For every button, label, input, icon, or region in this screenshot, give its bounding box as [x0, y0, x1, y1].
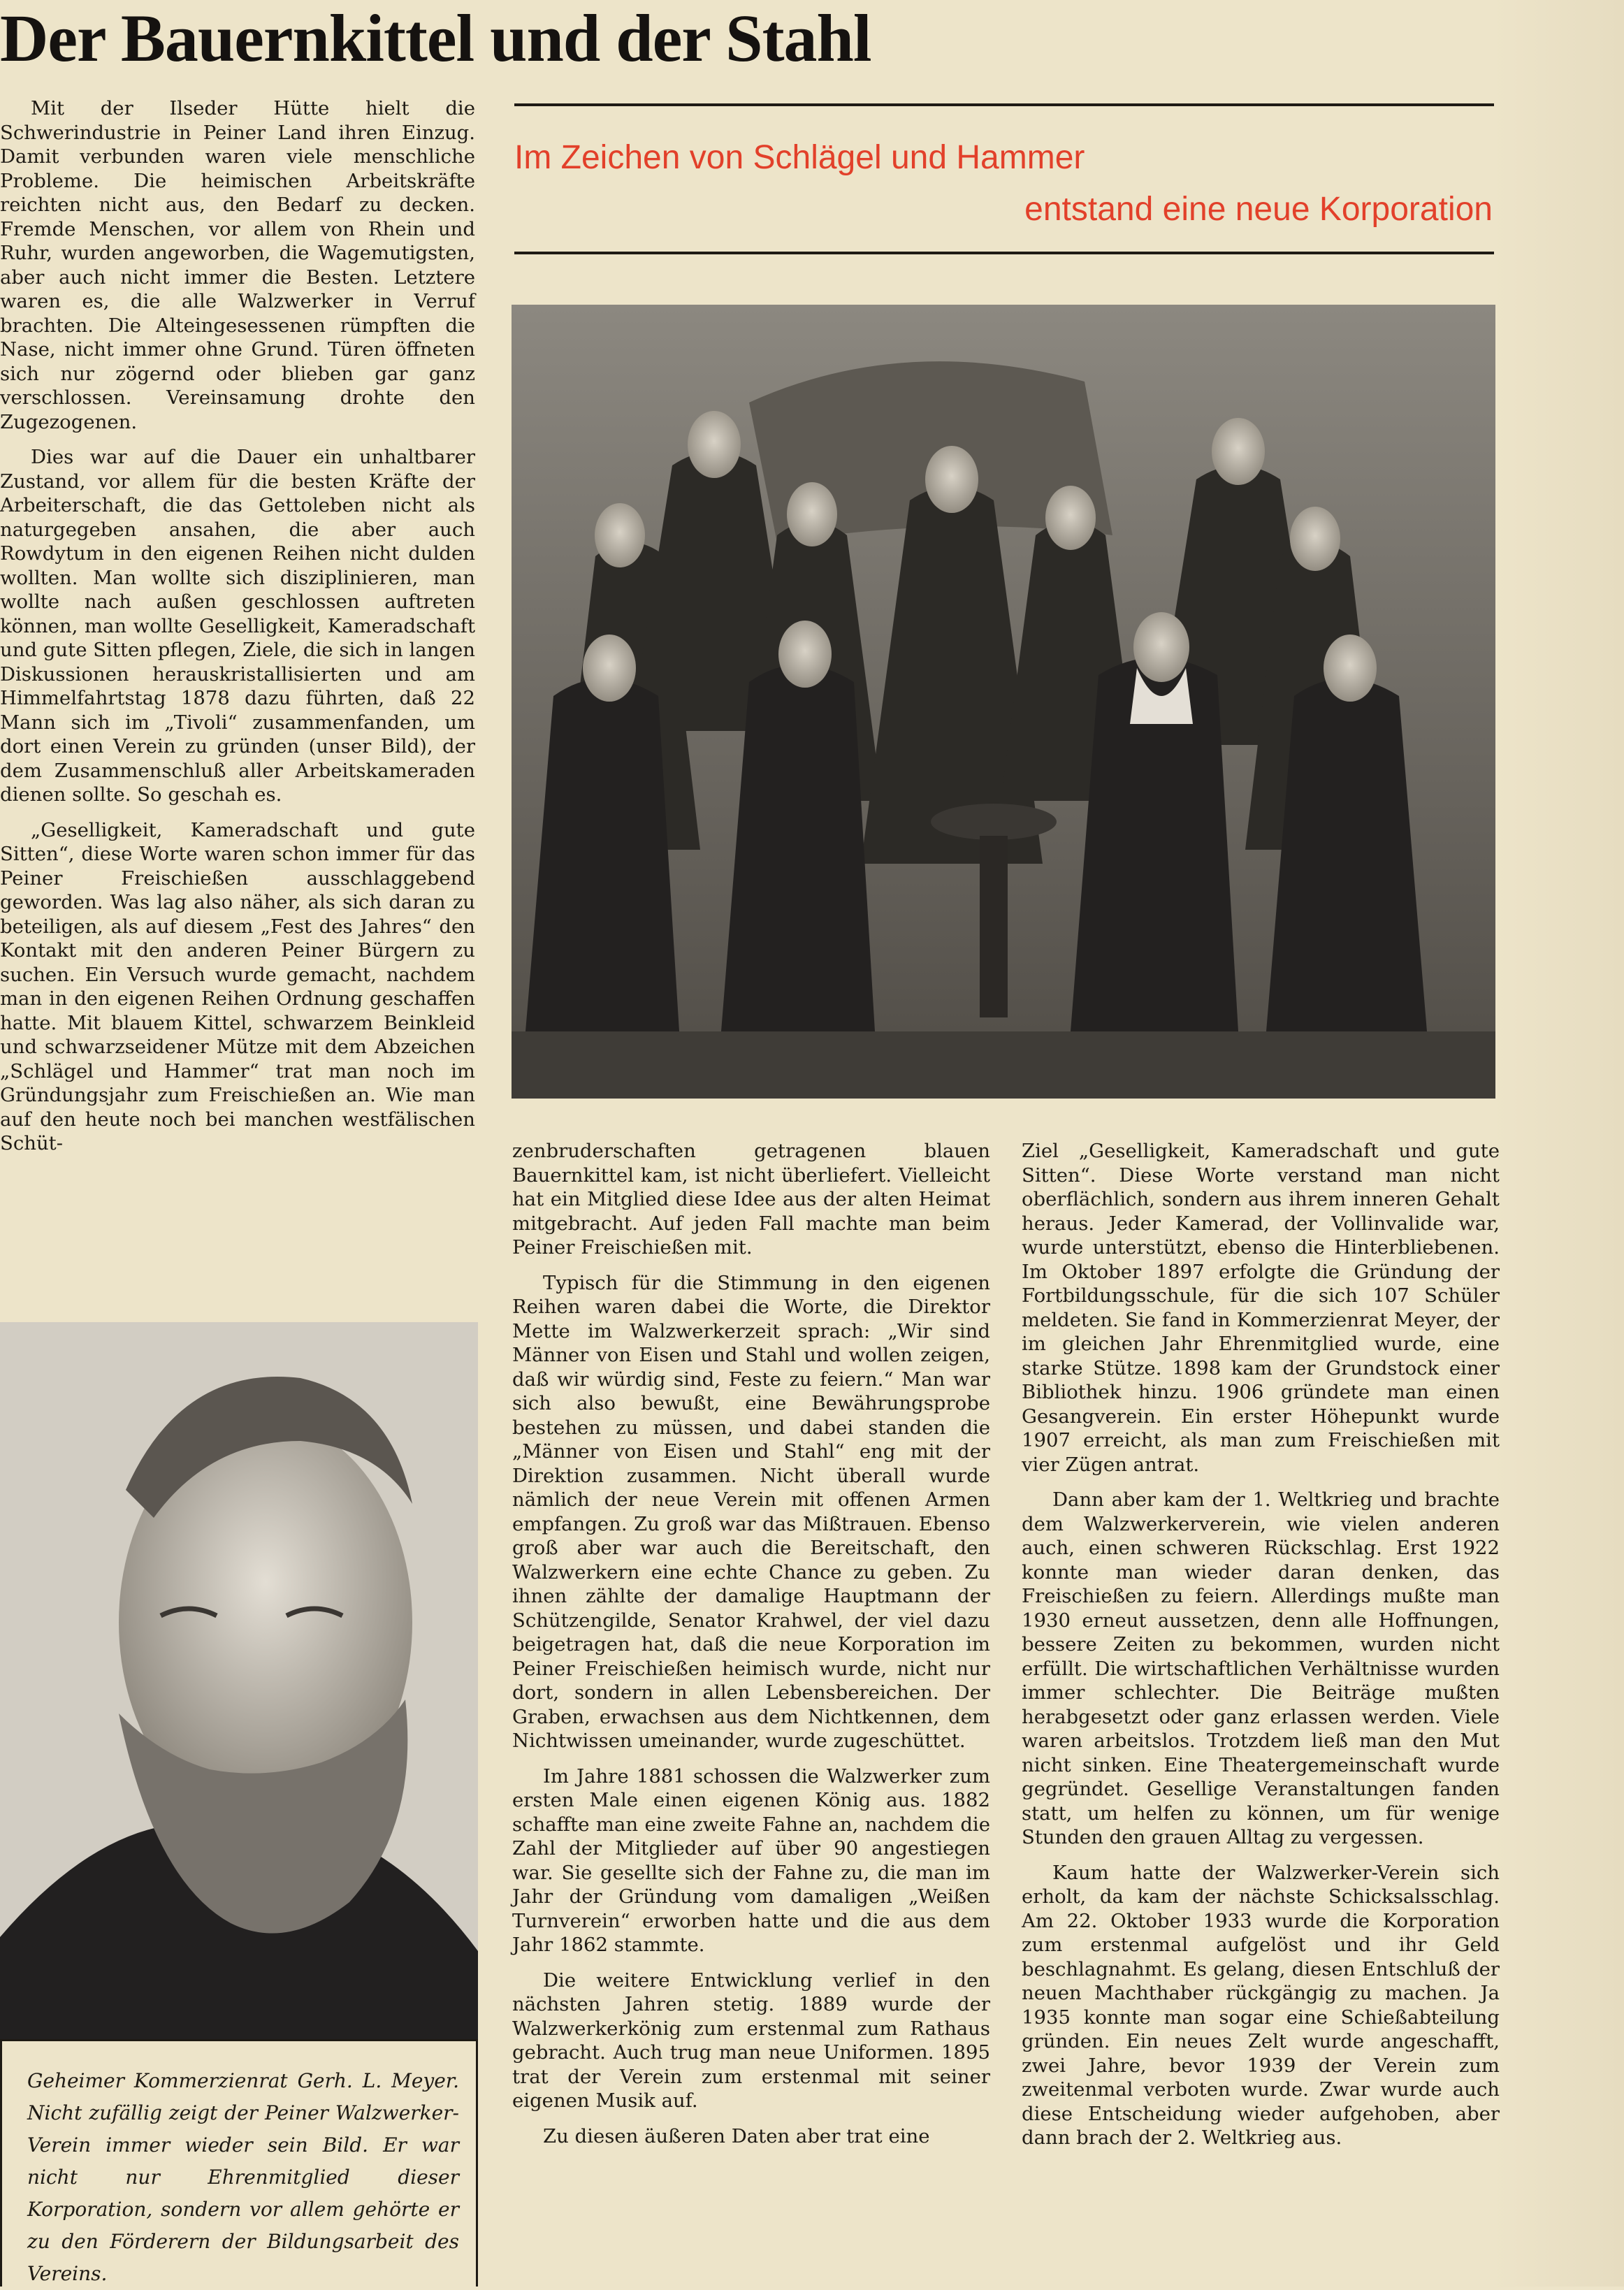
paragraph: Dies war auf die Dauer ein unhaltbarer Zustand, vor allem für die besten Kräfte der Arbeiterschaft, die das Gettoleben nicht als naturgegeben ansahen, die aber auch Rowdytum in den eigenen Reihen nicht dulden wollten. Man wollte sich disziplinieren, man wollte nach außen geschlossen auftreten können, man wollte Geselligkeit, Kameradschaft und gute Sitten pflegen, Ziele, die sich in langen Diskussionen herauskristallisierten und am Himmelfahrtstag 1878 dazu führten, daß 22 Mann sich im „Tivoli“ zusammenfanden, um dort einen Verein zu gründen (unser Bild), der dem Zusammenschluß aller Arbeitskameraden dienen sollte. So geschah es. — [0, 446, 475, 806]
paragraph: Zu diesen äußeren Daten aber trat eine — [543, 2124, 930, 2147]
paragraph: Kaum hatte der Walzwerker-Verein sich erholt, da kam der nächste Schicksalsschlag. Am 22. Oktober 1933 wurde die Korporation zum erstenmal aufgelöst und ihr Geld beschlagnahmt. Es gelang, diesen Entschluß der neuen Machthaber rückgängig zu machen. Ja 1935 konnte man sogar eine Schießabteilung gründen. Ein neues Zelt wurde angeschafft, zwei Jahre, bevor 1939 der Verein zum zweitenmal verboten wurde. Zwar wurde auch diese Entscheidung wieder aufgehoben, aber dann brach der 2. Weltkrieg aus. — [1022, 1861, 1500, 2149]
paragraph: Die weitere Entwicklung verlief in den nächsten Jahren stetig. 1889 wurde der Walzwerkerkönig zum erstenmal zum Rathaus gebracht. Auch trug man neue Uniformen. 1895 trat der Verein zum erstenmal mit seiner eigenen Musik auf. — [512, 1969, 990, 2112]
portrait-image — [0, 1322, 478, 2039]
portrait-caption: Geheimer Kommerzienrat Gerh. L. Meyer. Nicht zufällig zeigt der Peiner Walzwerker-Verein immer wieder sein Bild. Er war nicht nur Ehrenmitglied dieser Korporation, sondern vor allem gehörte er zu den Förderern der Bildungsarbeit des Vereins. — [0, 2039, 478, 2287]
article-column-2 — [512, 1139, 990, 2159]
page-margin — [1493, 0, 1624, 2287]
article-column-3 — [1022, 1139, 1500, 2161]
paragraph: Ziel „Geselligkeit, Kameradschaft und gute Sitten“. Diese Worte verstand man nicht oberflächlich, sondern aus ihrem inneren Gehalt heraus. Jeder Kamerad, der Vollinvalide war, wurde unterstützt, ebenso die Hinterbliebenen. Im Oktober 1897 erfolgte die Gründung der Fortbildungsschule, für die sich 107 Schüler meldeten. Sie fand in Kommerzienrat Meyer, der im gleichen Jahr Ehrenmitglied wurde, eine starke Stütze. 1898 kam der Grundstock einer Bibliothek hinzu. 1906 gründete man einen Gesangverein. Ein erster Höhepunkt wurde 1907 erreicht, als man zum Freischießen mit vier Zügen antrat. — [1022, 1140, 1500, 1476]
paragraph: „Geselligkeit, Kameradschaft und gute Sitten“, diese Worte waren schon immer für das Peiner Freischießen ausschlaggebend geworden. Was lag also näher, als sich daran zu beteiligen, als auf diesem „Fest des Jahres“ den Kontakt mit den anderen Peiner Bürgern zu suchen. Ein Versuch wurde gemacht, nachdem man in den eigenen Reihen Ordnung geschaffen hatte. Mit blauem Kittel, schwarzem Beinkleid und schwarzseidener Mütze mit dem Abzeichen „Schlägel und Hammer“ trat man noch im Gründungsjahr zum Freischießen an. Wie man auf den heute noch bei manchen westfälischen Schüt- — [0, 818, 475, 1154]
headline: Der Bauernkittel und der Stahl — [0, 1, 871, 75]
paragraph: zenbruderschaften getragenen blauen Bauernkittel kam, ist nicht überliefert. Vielleicht hat ein Mitglied diese Idee aus der alten Heimat mitgebracht. Auf jeden Fall machte man beim Peiner Freischießen mit. — [512, 1140, 990, 1259]
subheadline-line-1: Im Zeichen von Schlägel und Hammer — [514, 139, 1085, 176]
subheadline-line-2: entstand eine neue Korporation — [1024, 191, 1493, 228]
rule-top — [514, 103, 1494, 106]
article-column-1 — [0, 96, 475, 1167]
group-photo-image — [512, 305, 1495, 1099]
paragraph: Im Jahre 1881 schossen die Walzwerker zum ersten Male einen eigenen König aus. 1882 schaffte man eine zweite Fahne an, nachdem die Zahl der Mitglieder auf über 90 angestiegen war. Sie gesellte sich der Fahne zu, die man im Jahr der Gründung vom damaligen „Weißen Turnverein“ erworben hatte und die aus dem Jahr 1862 stammte. — [512, 1764, 990, 1956]
paragraph: Typisch für die Stimmung in den eigenen Reihen waren dabei die Worte, die Direktor Mette im Walzwerkerzeit sprach: „Wir sind Männer von Eisen und Stahl und wollen zeigen, daß wir würdig sind, Feste zu feiern.“ Man war sich also bewußt, eine Bewährungsprobe bestehen zu müssen, und dabei standen die „Männer von Eisen und Stahl“ eng mit der Direktion zusammen. Nicht überall wurde nämlich der neue Verein mit offenen Armen empfangen. Zu groß war das Mißtrauen. Ebenso groß aber war auch die Bereitschaft, den Walzwerkern eine echte Chance zu geben. Zu ihnen zählte der damalige Hauptmann der Schützengilde, Senator Krahwel, der viel dazu beigetragen hat, daß die neue Korporation im Peiner Freischießen heimisch wurde, nicht nur dort, sondern in allen Lebensbereichen. Der Graben, erwachsen aus dem Nichtkennen, dem Nichtwissen umeinander, wurde zugeschüttet. — [512, 1271, 990, 1752]
rule-bottom — [514, 252, 1494, 254]
portrait-photo — [0, 1322, 478, 2039]
group-photo — [512, 305, 1495, 1099]
paragraph: Mit der Ilseder Hütte hielt die Schwerindustrie in Peiner Land ihren Einzug. Damit verbunden waren viele menschliche Probleme. Die heimischen Arbeitskräfte reichten nicht aus, den Bedarf zu decken. Fremde Menschen, vor allem von Rhein und Ruhr, wurden angeworben, die Wagemutigsten, aber auch nicht immer die Besten. Letztere waren es, die alle Walzwerker in Verruf brachten. Die Alteingesessenen rümpften die Nase, nicht immer ohne Grund. Türen öffneten sich nur zögernd oder blieben gar ganz verschlossen. Vereinsamung drohte den Zugezogenen. — [0, 97, 475, 433]
paragraph: Dann aber kam der 1. Weltkrieg und brachte dem Walzwerkerverein, wie vielen anderen auch, einen schweren Rückschlag. Erst 1922 konnte man wieder daran denken, das Freischießen zu feiern. Allerdings mußte man 1930 erneut aussetzen, denn alle Hoffnungen, bessere Zeiten zu bekommen, wurden nicht erfüllt. Die wirtschaftlichen Verhältnisse wurden immer schlechter. Die Beiträge mußten herabgesetzt oder ganz erlassen werden. Viele waren arbeitslos. Trotzdem ließ man den Mut nicht sinken. Eine Theatergemeinschaft wurde gegründet. Gesellige Veranstaltungen fanden statt, um helfen zu können, um für wenige Stunden den grauen Alltag zu vergessen. — [1022, 1488, 1500, 1848]
